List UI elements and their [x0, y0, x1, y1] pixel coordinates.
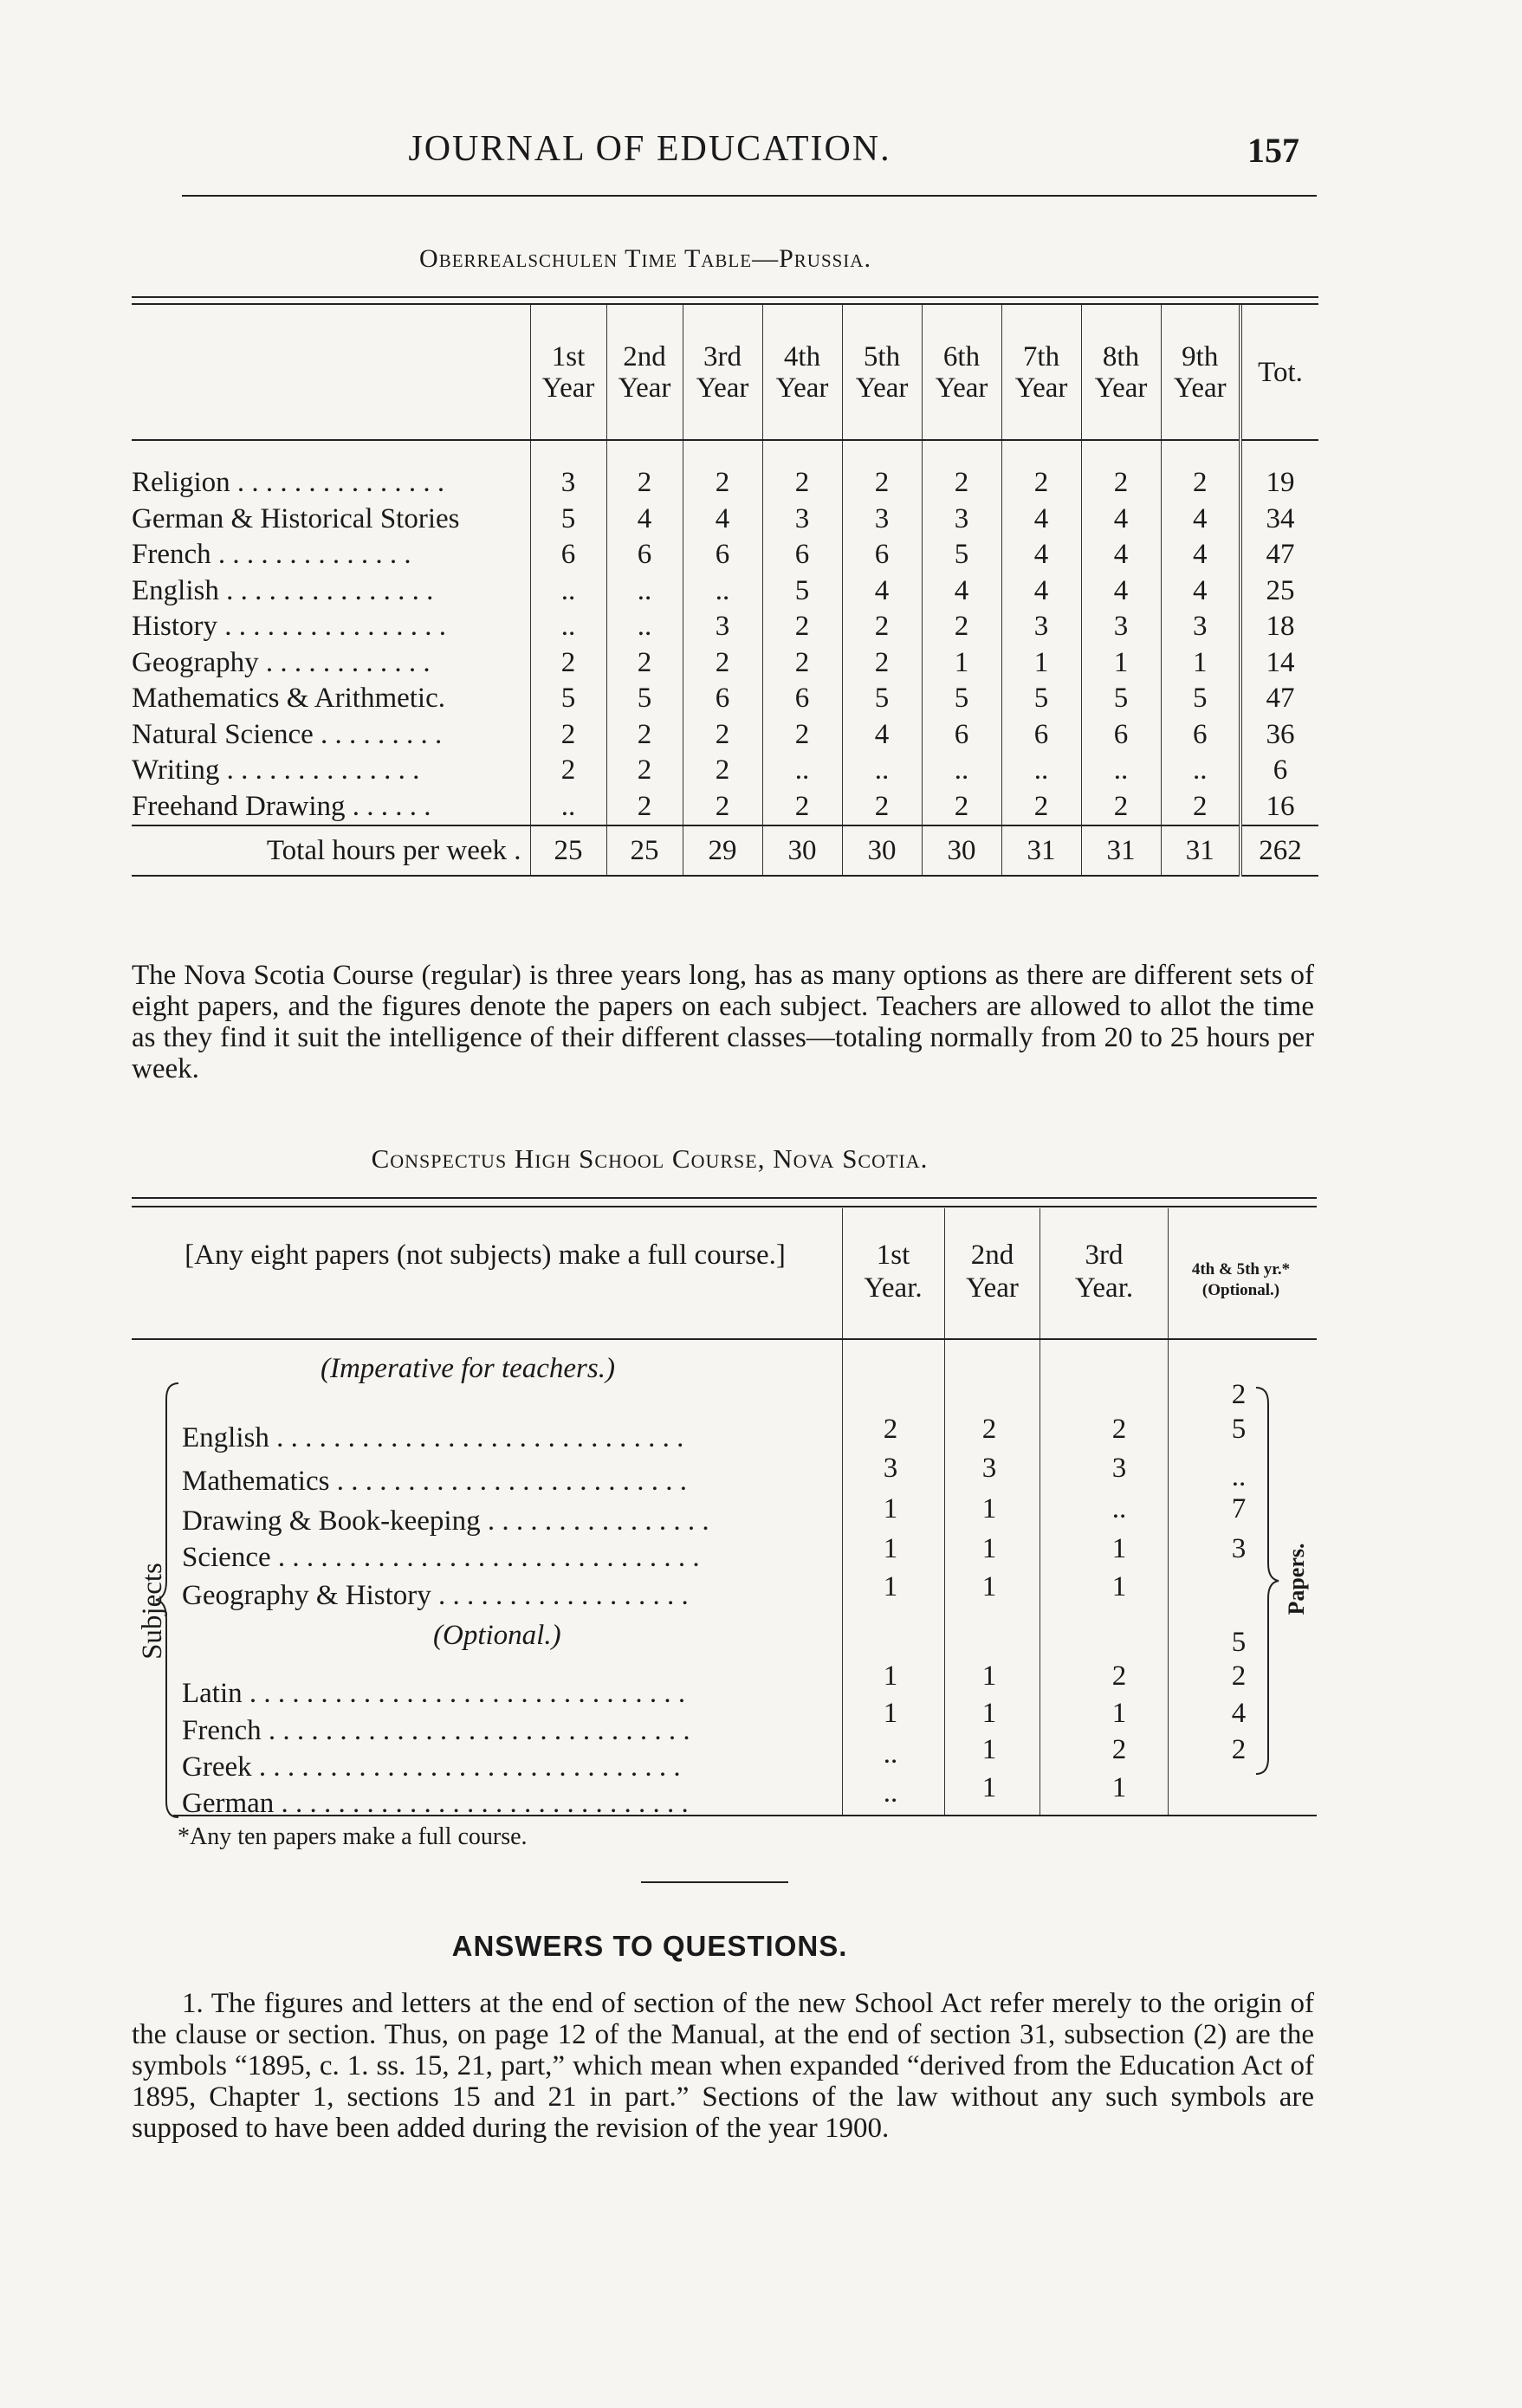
value-cell: 30 [842, 825, 922, 876]
value-cell: 5 [922, 681, 1001, 717]
value-cell: 2 [842, 789, 922, 826]
value-cell: 6 [683, 537, 762, 573]
value-cell: .. [1111, 1493, 1127, 1524]
value-cell: 3 [530, 440, 606, 502]
value-cell: 2 [1231, 1660, 1247, 1692]
value-cell: 2 [1081, 440, 1161, 502]
subject-cell: Religion . . . . . . . . . . . . . . . [132, 467, 445, 498]
value-cell: 5 [1081, 681, 1161, 717]
value-cell: 4 [1161, 537, 1240, 573]
table2-top-rule-2 [132, 1206, 1317, 1207]
total-cell: 25 [1240, 573, 1318, 610]
value-cell: 2 [842, 645, 922, 682]
value-cell: .. [1161, 753, 1240, 789]
value-cell: 2 [683, 717, 762, 754]
total-row-label: Total hours per week . [132, 825, 530, 876]
col-header: 8th Year [1081, 305, 1161, 440]
col-header: 4th & 5th yr.* (Optional.) [1191, 1260, 1291, 1299]
answers-title: ANSWERS TO QUESTIONS. [451, 1930, 848, 1962]
col-header: 6th Year [922, 305, 1001, 440]
value-cell: 25 [530, 825, 606, 876]
value-cell: 1 [981, 1734, 997, 1765]
value-cell: 6 [1161, 717, 1240, 754]
subject-cell: English . . . . . . . . . . . . . . . . . . . . . . . . . . . . . [182, 1422, 684, 1453]
value-cell: 1 [981, 1571, 997, 1602]
subject-cell: Science . . . . . . . . . . . . . . . . . . . . . . . . . . . . . . [182, 1542, 700, 1573]
value-cell: 4 [842, 573, 922, 610]
value-cell: 2 [606, 753, 683, 789]
value-cell: 2 [683, 753, 762, 789]
value-cell: 3 [683, 609, 762, 645]
value-cell: 3 [1001, 609, 1081, 645]
value-cell: 4 [1001, 502, 1081, 538]
value-cell: 25 [606, 825, 683, 876]
table2-title: Conspectus High School Course, Nova Scotia. [371, 1143, 929, 1174]
table-row [132, 502, 1318, 538]
subject-cell: Geography . . . . . . . . . . . . [132, 646, 431, 678]
col-header: 3rd Year [683, 305, 762, 440]
value-cell: 2 [606, 789, 683, 826]
subject-column-header [132, 305, 530, 440]
value-cell: 1 [981, 1772, 997, 1803]
value-cell: 4 [1081, 502, 1161, 538]
col-header: 3rd Year. [1074, 1240, 1134, 1304]
value-cell: 3 [1081, 609, 1161, 645]
subject-cell: German . . . . . . . . . . . . . . . . . . . . . . . . . . . . . [182, 1788, 689, 1819]
value-cell: 5 [922, 537, 1001, 573]
table-row [132, 440, 1318, 502]
value-cell: 3 [762, 502, 842, 538]
table-row [132, 573, 1318, 610]
value-cell: 2 [883, 1414, 898, 1445]
value-cell: 6 [606, 537, 683, 573]
table1-top-rule [132, 296, 1318, 298]
col-header: 5th Year [842, 305, 922, 440]
value-cell: 5 [530, 502, 606, 538]
value-cell: 1 [981, 1493, 997, 1524]
value-cell: 2 [1111, 1660, 1127, 1692]
value-cell: 4 [1231, 1698, 1247, 1729]
value-cell: 1 [981, 1698, 997, 1729]
total-column-header: Tot. [1240, 305, 1318, 440]
total-cell: 34 [1240, 502, 1318, 538]
col-header: 2nd Year [966, 1240, 1019, 1304]
nova-scotia-paragraph: The Nova Scotia Course (regular) is three years long, has as many options as there are different sets of eight papers, and the figures denote the papers on each subject. Teachers are allowed to allot the time as they find it suit the intelligence of their different classes—totaling normally from 20 to 25 hours per week. [132, 960, 1314, 1084]
value-cell: 2 [1231, 1379, 1247, 1410]
table-row [132, 789, 1318, 826]
value-cell: 2 [683, 440, 762, 502]
header-rule [182, 195, 1317, 197]
value-cell: 4 [842, 717, 922, 754]
col-header: 7th Year [1001, 305, 1081, 440]
value-cell: 31 [1001, 825, 1081, 876]
right-brace-icon [1254, 1386, 1280, 1776]
value-cell: 7 [1231, 1493, 1247, 1524]
subject-cell: Greek . . . . . . . . . . . . . . . . . . . . . . . . . . . . . . [182, 1751, 681, 1783]
value-cell: 2 [1081, 789, 1161, 826]
value-cell: 2 [1161, 789, 1240, 826]
table2-col-divider [1039, 1208, 1040, 1815]
value-cell: .. [883, 1777, 898, 1809]
subject-cell: German & Historical Stories [132, 502, 460, 534]
value-cell: 3 [981, 1453, 997, 1484]
imperative-label: (Imperative for teachers.) [321, 1353, 615, 1384]
value-cell: .. [883, 1738, 898, 1770]
table2-col-divider [944, 1208, 945, 1815]
value-cell: 2 [530, 717, 606, 754]
value-cell: 2 [922, 609, 1001, 645]
value-cell: 6 [530, 537, 606, 573]
col-header: 1st Year [530, 305, 606, 440]
table-row [132, 681, 1318, 717]
value-cell: 5 [842, 681, 922, 717]
value-cell: 29 [683, 825, 762, 876]
table2-header-rule [132, 1338, 1317, 1340]
value-cell: 2 [922, 440, 1001, 502]
table2-top-rule [132, 1197, 1317, 1199]
total-cell: 14 [1240, 645, 1318, 682]
value-cell: 31 [1161, 825, 1240, 876]
value-cell: .. [606, 609, 683, 645]
value-cell: 3 [1111, 1453, 1127, 1484]
value-cell: 1 [1111, 1533, 1127, 1564]
subject-cell: Latin . . . . . . . . . . . . . . . . . . . . . . . . . . . . . . . [182, 1678, 686, 1709]
value-cell: 1 [922, 645, 1001, 682]
value-cell: 2 [1111, 1414, 1127, 1445]
total-cell: 18 [1240, 609, 1318, 645]
table-row [132, 645, 1318, 682]
subject-cell: French . . . . . . . . . . . . . . [132, 539, 411, 570]
value-cell: 2 [922, 789, 1001, 826]
col-header: 4th Year [762, 305, 842, 440]
value-cell: 2 [1001, 789, 1081, 826]
value-cell: 2 [762, 645, 842, 682]
total-cell: 47 [1240, 681, 1318, 717]
value-cell: 1 [981, 1533, 997, 1564]
value-cell: .. [842, 753, 922, 789]
value-cell: 2 [1161, 440, 1240, 502]
value-cell: 1 [981, 1660, 997, 1692]
value-cell: 6 [683, 681, 762, 717]
value-cell: .. [762, 753, 842, 789]
papers-side-label: Papers. [1284, 1543, 1309, 1615]
value-cell: 5 [1161, 681, 1240, 717]
table-row [132, 753, 1318, 789]
value-cell: 5 [1231, 1414, 1247, 1445]
value-cell: .. [530, 609, 606, 645]
value-cell: 5 [1001, 681, 1081, 717]
col-header: 9th Year [1161, 305, 1240, 440]
value-cell: 2 [606, 717, 683, 754]
total-row [132, 825, 1318, 876]
value-cell: 2 [683, 789, 762, 826]
page-number: 157 [1247, 131, 1299, 170]
col-header: 1st Year. [864, 1240, 923, 1304]
value-cell: 31 [1081, 825, 1161, 876]
value-cell: 2 [762, 717, 842, 754]
value-cell: 4 [1081, 537, 1161, 573]
value-cell: 1 [1111, 1698, 1127, 1729]
value-cell: 2 [842, 440, 922, 502]
value-cell: 2 [530, 753, 606, 789]
total-cell: 36 [1240, 717, 1318, 754]
value-cell: 5 [606, 681, 683, 717]
value-cell: 6 [842, 537, 922, 573]
value-cell: 4 [1161, 502, 1240, 538]
total-cell: 19 [1240, 440, 1318, 502]
value-cell: 30 [762, 825, 842, 876]
value-cell: 4 [922, 573, 1001, 610]
table1-title: Oberrealschulen Time Table—Prussia. [419, 244, 871, 273]
value-cell: 6 [1081, 717, 1161, 754]
value-cell: 2 [1231, 1734, 1247, 1765]
table2-col-divider [842, 1208, 843, 1815]
value-cell: .. [1231, 1461, 1247, 1492]
value-cell: 2 [606, 440, 683, 502]
optional-label: (Optional.) [433, 1620, 561, 1651]
total-cell: 6 [1240, 753, 1318, 789]
value-cell: .. [606, 573, 683, 610]
total-cell: 16 [1240, 789, 1318, 826]
value-cell: 4 [1001, 573, 1081, 610]
value-cell: 2 [762, 789, 842, 826]
table-row [132, 717, 1318, 754]
value-cell: 2 [606, 645, 683, 682]
value-cell: 4 [1161, 573, 1240, 610]
subject-cell: Natural Science . . . . . . . . . [132, 718, 443, 750]
journal-title: JOURNAL OF EDUCATION. [408, 129, 891, 169]
value-cell: 30 [922, 825, 1001, 876]
value-cell: 6 [922, 717, 1001, 754]
prussia-time-table [132, 305, 1318, 877]
value-cell: 4 [683, 502, 762, 538]
value-cell: .. [1001, 753, 1081, 789]
value-cell: 3 [1161, 609, 1240, 645]
value-cell: 3 [1231, 1533, 1247, 1564]
value-cell: 2 [842, 609, 922, 645]
value-cell: .. [1081, 753, 1161, 789]
subject-cell: Mathematics & Arithmetic. [132, 683, 446, 714]
table-row [132, 537, 1318, 573]
value-cell: 6 [762, 681, 842, 717]
value-cell: 1 [1111, 1772, 1127, 1803]
value-cell: .. [530, 789, 606, 826]
total-cell: 262 [1240, 825, 1318, 876]
subject-cell: History . . . . . . . . . . . . . . . . [132, 611, 446, 642]
value-cell: 1 [1111, 1571, 1127, 1602]
value-cell: 6 [762, 537, 842, 573]
value-cell: 1 [883, 1493, 898, 1524]
table2-col-divider [1168, 1208, 1169, 1815]
value-cell: .. [922, 753, 1001, 789]
value-cell: 5 [762, 573, 842, 610]
value-cell: 6 [1001, 717, 1081, 754]
value-cell: 4 [606, 502, 683, 538]
section-divider [641, 1881, 788, 1883]
subjects-side-label: Subjects [137, 1563, 168, 1660]
value-cell: 1 [1161, 645, 1240, 682]
subject-cell: Geography & History . . . . . . . . . . . . . . . . . . [182, 1580, 689, 1611]
value-cell: 3 [883, 1453, 898, 1484]
value-cell: 1 [883, 1571, 898, 1602]
value-cell: 4 [1081, 573, 1161, 610]
col-header: 2nd Year [606, 305, 683, 440]
value-cell: 5 [530, 681, 606, 717]
value-cell: 1 [883, 1698, 898, 1729]
subject-cell: Writing . . . . . . . . . . . . . . [132, 754, 420, 786]
table2-bottom-rule [173, 1815, 1317, 1816]
subject-cell: Drawing & Book-keeping . . . . . . . . . . . . . . . . [182, 1505, 709, 1537]
subject-cell: Mathematics . . . . . . . . . . . . . . . . . . . . . . . . . [182, 1466, 687, 1497]
answers-paragraph: 1. The figures and letters at the end of section of the new School Act refer merely to the origin of the clause or section. Thus, on page 12 of the Manual, at the end of section 31, subsection (2) are the symbols “1895, c. 1. ss. 15, 21, part,” which mean when expanded “derived from the Education Act of 1895, Chapter 1, sections 15 and 21 in part.” Sections of the law without any such symbols are supposed to have been added during the revision of the year 1900. [132, 1988, 1314, 2144]
value-cell: 5 [1231, 1627, 1247, 1658]
value-cell: .. [683, 573, 762, 610]
subject-cell: English . . . . . . . . . . . . . . . [132, 574, 434, 606]
value-cell: 2 [981, 1414, 997, 1445]
value-cell: 2 [530, 645, 606, 682]
value-cell: 2 [1001, 440, 1081, 502]
value-cell: 1 [883, 1533, 898, 1564]
value-cell: 3 [842, 502, 922, 538]
value-cell: 1 [1001, 645, 1081, 682]
value-cell: 2 [762, 440, 842, 502]
value-cell: 2 [683, 645, 762, 682]
subject-cell: Freehand Drawing . . . . . . [132, 790, 431, 822]
table1-header-row [132, 305, 1318, 440]
value-cell: 1 [883, 1660, 898, 1692]
value-cell: 1 [1081, 645, 1161, 682]
subject-cell: French . . . . . . . . . . . . . . . . . . . . . . . . . . . . . . [182, 1715, 690, 1746]
table2-head-note: [Any eight papers (not subjects) make a full course.] [185, 1240, 786, 1271]
total-cell: 47 [1240, 537, 1318, 573]
footnote: *Any ten papers make a full course. [178, 1823, 528, 1850]
value-cell: 2 [762, 609, 842, 645]
value-cell [1213, 1770, 1265, 1805]
value-cell: 2 [1111, 1734, 1127, 1765]
value-cell: .. [530, 573, 606, 610]
table-row [132, 609, 1318, 645]
value-cell: 3 [922, 502, 1001, 538]
value-cell: 4 [1001, 537, 1081, 573]
